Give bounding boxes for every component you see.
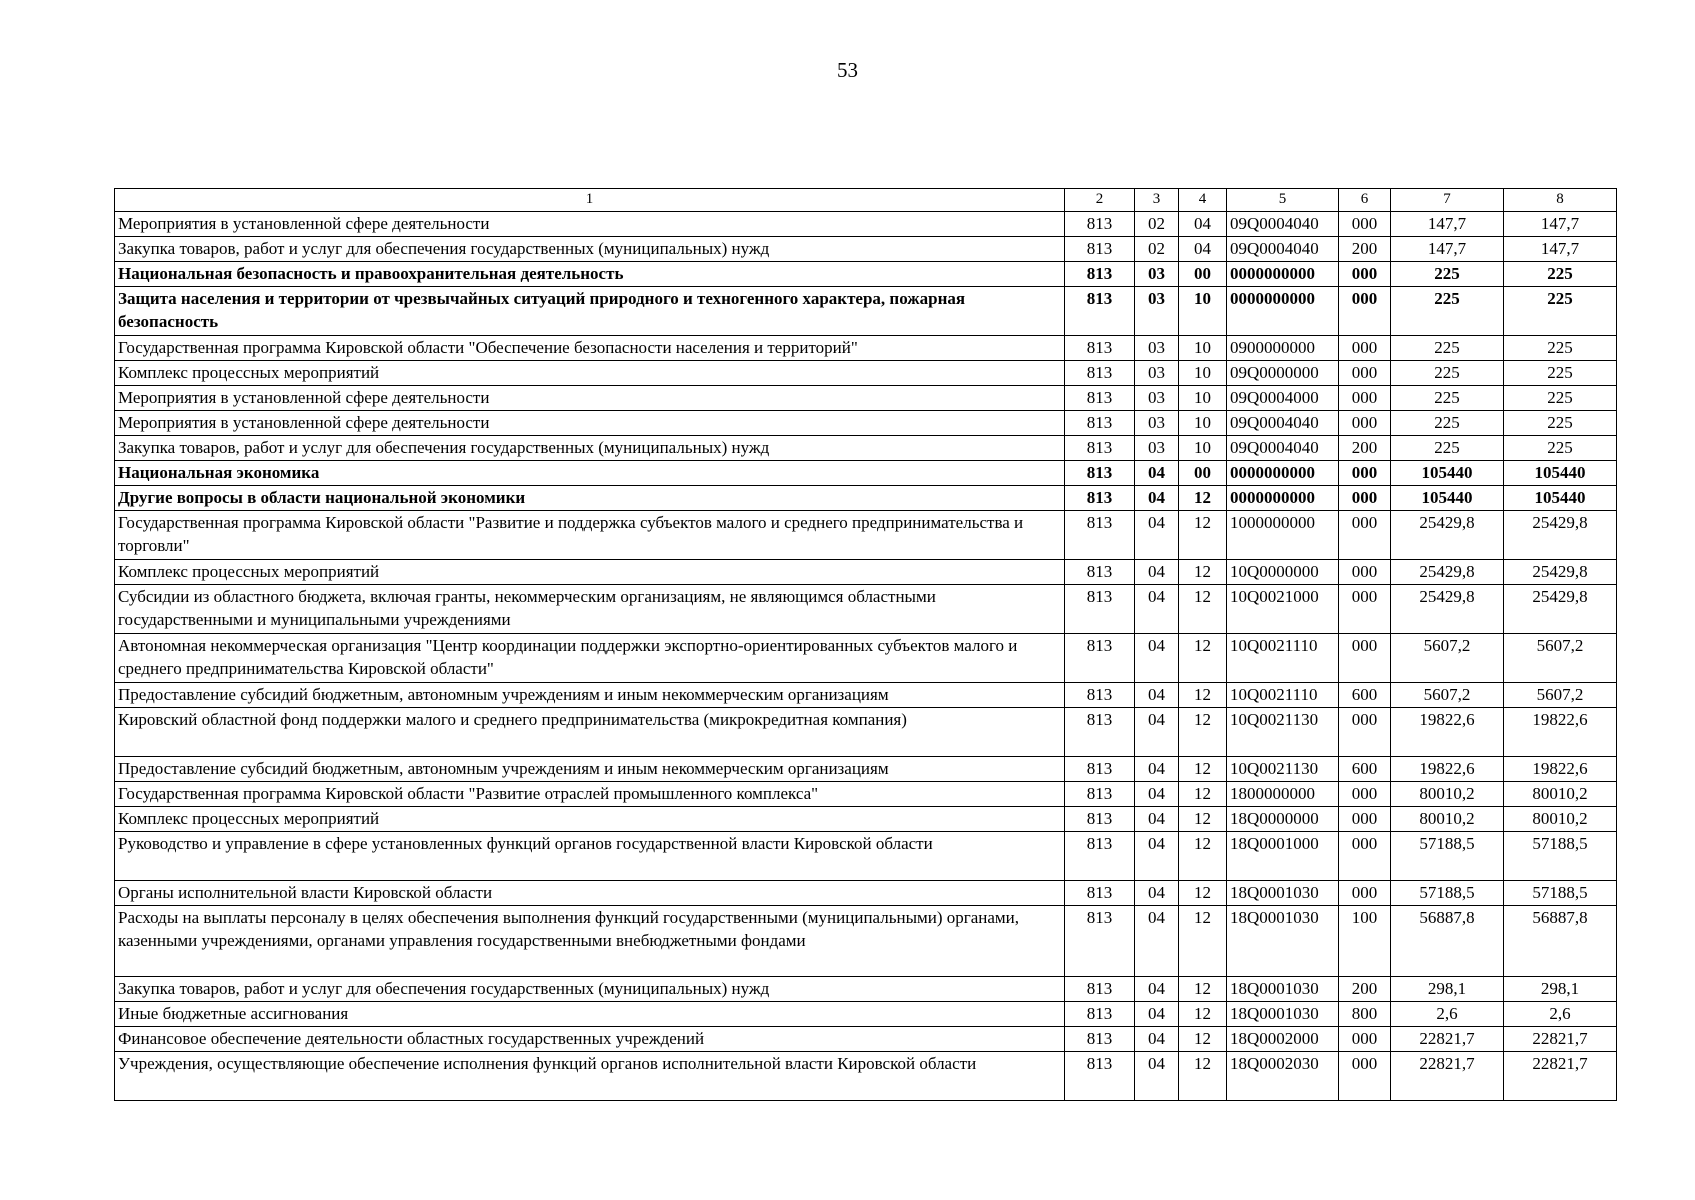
amount-cell: 225 [1504, 411, 1617, 436]
table-row [115, 881, 1617, 906]
target-article-cell: 18Q0002000 [1227, 1027, 1339, 1052]
table-row [115, 511, 1617, 560]
name-cell: Закупка товаров, работ и услуг для обеспечения государственных (муниципальных) нужд [115, 977, 1065, 1002]
name-cell: Учреждения, осуществляющие обеспечение исполнения функций органов исполнительной власти Кировской области [115, 1052, 1065, 1101]
amount-cell: 5607,2 [1391, 683, 1504, 708]
amount-cell: 298,1 [1504, 977, 1617, 1002]
table-row [115, 262, 1617, 287]
table-body [115, 212, 1617, 1101]
target-article-cell: 10Q0021110 [1227, 683, 1339, 708]
subsection-cell: 12 [1179, 1002, 1227, 1027]
section-cell: 04 [1135, 881, 1179, 906]
amount-cell: 105440 [1504, 486, 1617, 511]
table-row [115, 461, 1617, 486]
header-cell: 2 [1065, 189, 1135, 212]
name-cell: Государственная программа Кировской области "Обеспечение безопасности населения и территорий" [115, 336, 1065, 361]
name-cell: Закупка товаров, работ и услуг для обеспечения государственных (муниципальных) нужд [115, 436, 1065, 461]
expense-type-cell: 000 [1339, 782, 1391, 807]
table-row [115, 386, 1617, 411]
ministry-code-cell: 813 [1065, 237, 1135, 262]
target-article-cell: 09Q0004040 [1227, 212, 1339, 237]
section-cell: 03 [1135, 386, 1179, 411]
name-cell: Мероприятия в установленной сфере деятельности [115, 411, 1065, 436]
expense-type-cell: 000 [1339, 585, 1391, 634]
target-article-cell: 18Q0001030 [1227, 977, 1339, 1002]
expense-type-cell: 000 [1339, 212, 1391, 237]
amount-cell: 147,7 [1504, 237, 1617, 262]
section-cell: 02 [1135, 212, 1179, 237]
subsection-cell: 00 [1179, 262, 1227, 287]
section-cell: 04 [1135, 560, 1179, 585]
subsection-cell: 04 [1179, 212, 1227, 237]
name-cell: Иные бюджетные ассигнования [115, 1002, 1065, 1027]
section-cell: 04 [1135, 511, 1179, 560]
expense-type-cell: 800 [1339, 1002, 1391, 1027]
subsection-cell: 10 [1179, 361, 1227, 386]
expense-type-cell: 000 [1339, 511, 1391, 560]
amount-cell: 225 [1391, 411, 1504, 436]
amount-cell: 25429,8 [1504, 585, 1617, 634]
section-cell: 04 [1135, 634, 1179, 683]
header-cell: 4 [1179, 189, 1227, 212]
subsection-cell: 12 [1179, 511, 1227, 560]
expense-type-cell: 000 [1339, 1052, 1391, 1101]
amount-cell: 225 [1504, 287, 1617, 336]
budget-table [114, 188, 1617, 1101]
table-header-row [115, 189, 1617, 212]
name-cell: Защита населения и территории от чрезвычайных ситуаций природного и техногенного характера, пожарная безопасность [115, 287, 1065, 336]
amount-cell: 225 [1504, 436, 1617, 461]
ministry-code-cell: 813 [1065, 212, 1135, 237]
amount-cell: 25429,8 [1504, 560, 1617, 585]
subsection-cell: 12 [1179, 757, 1227, 782]
amount-cell: 225 [1504, 262, 1617, 287]
section-cell: 04 [1135, 1002, 1179, 1027]
amount-cell: 105440 [1391, 461, 1504, 486]
subsection-cell: 00 [1179, 461, 1227, 486]
amount-cell: 147,7 [1504, 212, 1617, 237]
ministry-code-cell: 813 [1065, 634, 1135, 683]
target-article-cell: 0000000000 [1227, 486, 1339, 511]
ministry-code-cell: 813 [1065, 1052, 1135, 1101]
expense-type-cell: 000 [1339, 361, 1391, 386]
ministry-code-cell: 813 [1065, 411, 1135, 436]
name-cell: Другие вопросы в области национальной экономики [115, 486, 1065, 511]
expense-type-cell: 200 [1339, 237, 1391, 262]
table-row [115, 708, 1617, 757]
subsection-cell: 12 [1179, 906, 1227, 977]
table-row [115, 1002, 1617, 1027]
expense-type-cell: 000 [1339, 560, 1391, 585]
amount-cell: 225 [1504, 386, 1617, 411]
amount-cell: 2,6 [1504, 1002, 1617, 1027]
amount-cell: 5607,2 [1391, 634, 1504, 683]
amount-cell: 57188,5 [1391, 881, 1504, 906]
section-cell: 04 [1135, 757, 1179, 782]
amount-cell: 19822,6 [1504, 757, 1617, 782]
section-cell: 04 [1135, 906, 1179, 977]
table-row [115, 832, 1617, 881]
table-row [115, 336, 1617, 361]
ministry-code-cell: 813 [1065, 436, 1135, 461]
ministry-code-cell: 813 [1065, 832, 1135, 881]
name-cell: Комплекс процессных мероприятий [115, 807, 1065, 832]
table-row [115, 486, 1617, 511]
expense-type-cell: 600 [1339, 757, 1391, 782]
ministry-code-cell: 813 [1065, 511, 1135, 560]
target-article-cell: 18Q0001030 [1227, 906, 1339, 977]
amount-cell: 56887,8 [1504, 906, 1617, 977]
expense-type-cell: 000 [1339, 411, 1391, 436]
table-row [115, 977, 1617, 1002]
amount-cell: 19822,6 [1391, 708, 1504, 757]
target-article-cell: 09Q0000000 [1227, 361, 1339, 386]
section-cell: 04 [1135, 1027, 1179, 1052]
target-article-cell: 10Q0021130 [1227, 757, 1339, 782]
amount-cell: 25429,8 [1391, 511, 1504, 560]
target-article-cell: 10Q0021130 [1227, 708, 1339, 757]
header-cell: 1 [115, 189, 1065, 212]
amount-cell: 5607,2 [1504, 683, 1617, 708]
table-row [115, 634, 1617, 683]
amount-cell: 105440 [1504, 461, 1617, 486]
subsection-cell: 10 [1179, 411, 1227, 436]
header-cell: 8 [1504, 189, 1617, 212]
table-row [115, 287, 1617, 336]
table-row [115, 683, 1617, 708]
subsection-cell: 12 [1179, 881, 1227, 906]
subsection-cell: 04 [1179, 237, 1227, 262]
subsection-cell: 12 [1179, 634, 1227, 683]
expense-type-cell: 000 [1339, 336, 1391, 361]
header-cell: 5 [1227, 189, 1339, 212]
expense-type-cell: 000 [1339, 486, 1391, 511]
expense-type-cell: 000 [1339, 1027, 1391, 1052]
amount-cell: 225 [1504, 361, 1617, 386]
amount-cell: 225 [1391, 287, 1504, 336]
header-cell: 3 [1135, 189, 1179, 212]
amount-cell: 147,7 [1391, 237, 1504, 262]
subsection-cell: 12 [1179, 1027, 1227, 1052]
name-cell: Закупка товаров, работ и услуг для обеспечения государственных (муниципальных) нужд [115, 237, 1065, 262]
expense-type-cell: 000 [1339, 262, 1391, 287]
amount-cell: 225 [1391, 386, 1504, 411]
subsection-cell: 12 [1179, 807, 1227, 832]
amount-cell: 225 [1504, 336, 1617, 361]
section-cell: 03 [1135, 262, 1179, 287]
section-cell: 04 [1135, 977, 1179, 1002]
table-row [115, 757, 1617, 782]
table-row [115, 906, 1617, 977]
target-article-cell: 09Q0004040 [1227, 411, 1339, 436]
section-cell: 04 [1135, 585, 1179, 634]
table-row [115, 585, 1617, 634]
name-cell: Государственная программа Кировской области "Развитие отраслей промышленного комплекса" [115, 782, 1065, 807]
amount-cell: 57188,5 [1504, 881, 1617, 906]
amount-cell: 80010,2 [1391, 782, 1504, 807]
section-cell: 04 [1135, 782, 1179, 807]
target-article-cell: 18Q0001030 [1227, 881, 1339, 906]
section-cell: 04 [1135, 486, 1179, 511]
subsection-cell: 12 [1179, 782, 1227, 807]
section-cell: 03 [1135, 361, 1179, 386]
expense-type-cell: 000 [1339, 881, 1391, 906]
target-article-cell: 0000000000 [1227, 287, 1339, 336]
amount-cell: 57188,5 [1391, 832, 1504, 881]
name-cell: Предоставление субсидий бюджетным, автономным учреждениям и иным некоммерческим организациям [115, 757, 1065, 782]
subsection-cell: 10 [1179, 287, 1227, 336]
table-row [115, 237, 1617, 262]
amount-cell: 19822,6 [1504, 708, 1617, 757]
target-article-cell: 10Q0021110 [1227, 634, 1339, 683]
target-article-cell: 18Q0000000 [1227, 807, 1339, 832]
ministry-code-cell: 813 [1065, 807, 1135, 832]
section-cell: 04 [1135, 461, 1179, 486]
expense-type-cell: 000 [1339, 708, 1391, 757]
subsection-cell: 10 [1179, 436, 1227, 461]
subsection-cell: 10 [1179, 386, 1227, 411]
table-row [115, 436, 1617, 461]
amount-cell: 22821,7 [1504, 1027, 1617, 1052]
page-number: 53 [837, 58, 858, 82]
table-row [115, 411, 1617, 436]
ministry-code-cell: 813 [1065, 461, 1135, 486]
amount-cell: 225 [1391, 361, 1504, 386]
amount-cell: 25429,8 [1504, 511, 1617, 560]
expense-type-cell: 000 [1339, 386, 1391, 411]
ministry-code-cell: 813 [1065, 782, 1135, 807]
amount-cell: 298,1 [1391, 977, 1504, 1002]
target-article-cell: 1800000000 [1227, 782, 1339, 807]
section-cell: 03 [1135, 287, 1179, 336]
section-cell: 03 [1135, 411, 1179, 436]
expense-type-cell: 100 [1339, 906, 1391, 977]
subsection-cell: 12 [1179, 1052, 1227, 1101]
target-article-cell: 0000000000 [1227, 461, 1339, 486]
amount-cell: 22821,7 [1391, 1027, 1504, 1052]
table-row [115, 782, 1617, 807]
expense-type-cell: 000 [1339, 634, 1391, 683]
expense-type-cell: 200 [1339, 977, 1391, 1002]
target-article-cell: 1000000000 [1227, 511, 1339, 560]
target-article-cell: 18Q0001000 [1227, 832, 1339, 881]
amount-cell: 80010,2 [1504, 807, 1617, 832]
name-cell: Субсидии из областного бюджета, включая гранты, некоммерческим организациям, не являющимся областными государственными и муниципальными учреждениями [115, 585, 1065, 634]
expense-type-cell: 000 [1339, 287, 1391, 336]
expense-type-cell: 600 [1339, 683, 1391, 708]
ministry-code-cell: 813 [1065, 1002, 1135, 1027]
name-cell: Национальная безопасность и правоохранительная деятельность [115, 262, 1065, 287]
name-cell: Кировский областной фонд поддержки малого и среднего предпринимательства (микрокредитная компания) [115, 708, 1065, 757]
header-cell: 6 [1339, 189, 1391, 212]
section-cell: 04 [1135, 708, 1179, 757]
ministry-code-cell: 813 [1065, 683, 1135, 708]
expense-type-cell: 200 [1339, 436, 1391, 461]
target-article-cell: 18Q0002030 [1227, 1052, 1339, 1101]
target-article-cell: 09Q0004040 [1227, 237, 1339, 262]
amount-cell: 25429,8 [1391, 560, 1504, 585]
header-cell: 7 [1391, 189, 1504, 212]
ministry-code-cell: 813 [1065, 386, 1135, 411]
table-row [115, 1052, 1617, 1101]
target-article-cell: 18Q0001030 [1227, 1002, 1339, 1027]
amount-cell: 80010,2 [1391, 807, 1504, 832]
amount-cell: 5607,2 [1504, 634, 1617, 683]
amount-cell: 25429,8 [1391, 585, 1504, 634]
section-cell: 04 [1135, 832, 1179, 881]
amount-cell: 225 [1391, 262, 1504, 287]
amount-cell: 225 [1391, 436, 1504, 461]
ministry-code-cell: 813 [1065, 585, 1135, 634]
subsection-cell: 12 [1179, 486, 1227, 511]
amount-cell: 105440 [1391, 486, 1504, 511]
ministry-code-cell: 813 [1065, 336, 1135, 361]
expense-type-cell: 000 [1339, 461, 1391, 486]
subsection-cell: 12 [1179, 560, 1227, 585]
subsection-cell: 12 [1179, 708, 1227, 757]
name-cell: Органы исполнительной власти Кировской области [115, 881, 1065, 906]
name-cell: Автономная некоммерческая организация "Центр координации поддержки экспортно-ориентированных субъектов малого и среднего предпринимательства Кировской области" [115, 634, 1065, 683]
table-row [115, 212, 1617, 237]
ministry-code-cell: 813 [1065, 262, 1135, 287]
name-cell: Национальная экономика [115, 461, 1065, 486]
section-cell: 04 [1135, 1052, 1179, 1101]
name-cell: Расходы на выплаты персоналу в целях обеспечения выполнения функций государственными (муниципальными) органами, казенными учреждениями, органами управления государственными внебюджетными фондами [115, 906, 1065, 977]
section-cell: 02 [1135, 237, 1179, 262]
ministry-code-cell: 813 [1065, 1027, 1135, 1052]
ministry-code-cell: 813 [1065, 361, 1135, 386]
ministry-code-cell: 813 [1065, 708, 1135, 757]
section-cell: 03 [1135, 436, 1179, 461]
table-row [115, 807, 1617, 832]
ministry-code-cell: 813 [1065, 560, 1135, 585]
target-article-cell: 09Q0004000 [1227, 386, 1339, 411]
target-article-cell: 0900000000 [1227, 336, 1339, 361]
amount-cell: 225 [1391, 336, 1504, 361]
amount-cell: 147,7 [1391, 212, 1504, 237]
ministry-code-cell: 813 [1065, 881, 1135, 906]
amount-cell: 22821,7 [1391, 1052, 1504, 1101]
name-cell: Финансовое обеспечение деятельности областных государственных учреждений [115, 1027, 1065, 1052]
ministry-code-cell: 813 [1065, 757, 1135, 782]
amount-cell: 80010,2 [1504, 782, 1617, 807]
name-cell: Государственная программа Кировской области "Развитие и поддержка субъектов малого и среднего предпринимательства и торговли" [115, 511, 1065, 560]
subsection-cell: 12 [1179, 585, 1227, 634]
section-cell: 04 [1135, 807, 1179, 832]
subsection-cell: 10 [1179, 336, 1227, 361]
subsection-cell: 12 [1179, 977, 1227, 1002]
expense-type-cell: 000 [1339, 832, 1391, 881]
amount-cell: 2,6 [1391, 1002, 1504, 1027]
ministry-code-cell: 813 [1065, 287, 1135, 336]
amount-cell: 19822,6 [1391, 757, 1504, 782]
name-cell: Комплекс процессных мероприятий [115, 560, 1065, 585]
ministry-code-cell: 813 [1065, 906, 1135, 977]
target-article-cell: 0000000000 [1227, 262, 1339, 287]
section-cell: 03 [1135, 336, 1179, 361]
amount-cell: 22821,7 [1504, 1052, 1617, 1101]
subsection-cell: 12 [1179, 683, 1227, 708]
table-row [115, 560, 1617, 585]
ministry-code-cell: 813 [1065, 977, 1135, 1002]
amount-cell: 57188,5 [1504, 832, 1617, 881]
amount-cell: 56887,8 [1391, 906, 1504, 977]
ministry-code-cell: 813 [1065, 486, 1135, 511]
expense-type-cell: 000 [1339, 807, 1391, 832]
subsection-cell: 12 [1179, 832, 1227, 881]
name-cell: Мероприятия в установленной сфере деятельности [115, 386, 1065, 411]
name-cell: Мероприятия в установленной сфере деятельности [115, 212, 1065, 237]
name-cell: Руководство и управление в сфере установленных функций органов государственной власти Кировской области [115, 832, 1065, 881]
name-cell: Предоставление субсидий бюджетным, автономным учреждениям и иным некоммерческим организациям [115, 683, 1065, 708]
target-article-cell: 10Q0000000 [1227, 560, 1339, 585]
table-row [115, 1027, 1617, 1052]
table-row [115, 361, 1617, 386]
target-article-cell: 10Q0021000 [1227, 585, 1339, 634]
name-cell: Комплекс процессных мероприятий [115, 361, 1065, 386]
section-cell: 04 [1135, 683, 1179, 708]
target-article-cell: 09Q0004040 [1227, 436, 1339, 461]
